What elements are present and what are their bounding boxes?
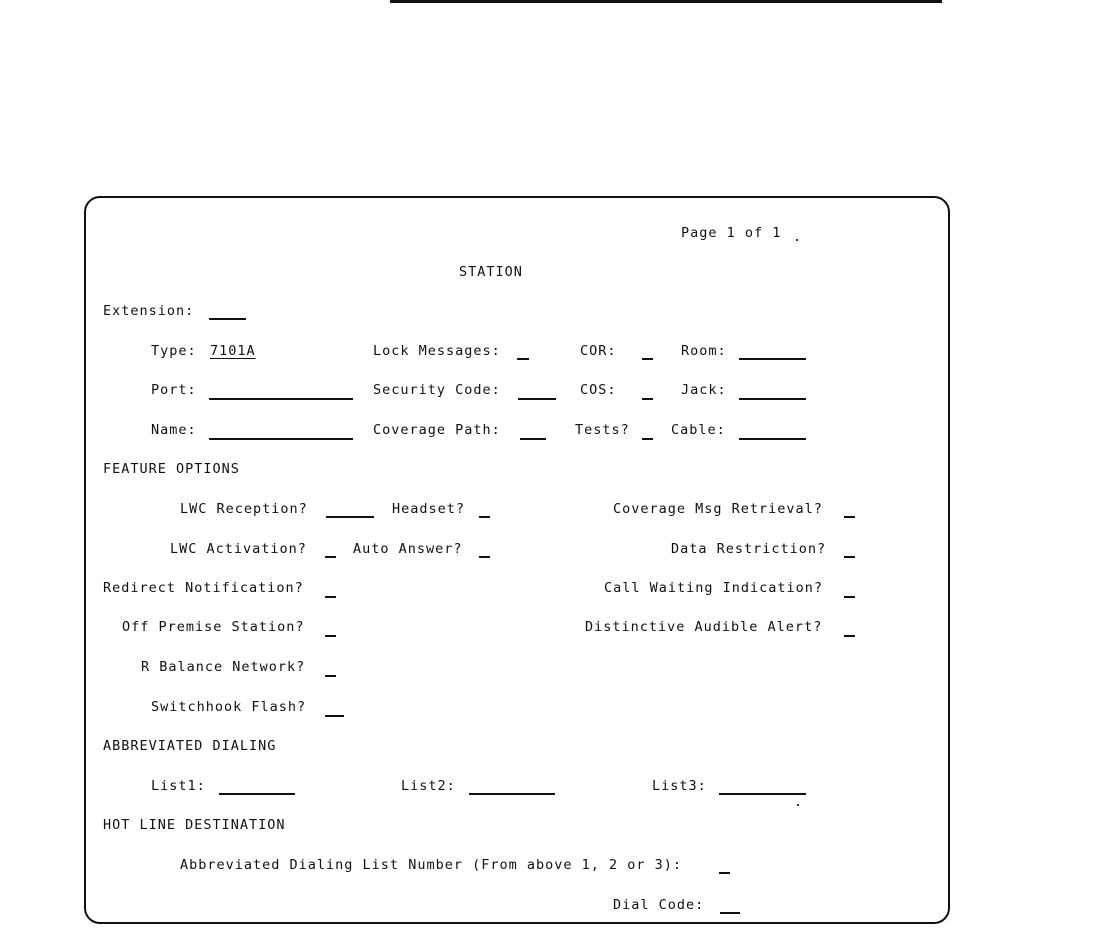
hot-line-heading: HOT LINE DESTINATION <box>103 817 286 833</box>
data-restriction-label: Data Restriction? <box>671 541 827 557</box>
redirect-notification-field[interactable] <box>325 596 336 598</box>
distinctive-audible-alert-label: Distinctive Audible Alert? <box>585 619 823 635</box>
auto-answer-field[interactable] <box>479 556 490 558</box>
dial-code-field[interactable] <box>720 912 740 914</box>
cos-field[interactable] <box>642 398 653 400</box>
top-rule <box>390 0 942 3</box>
lwc-activation-label: LWC Activation? <box>170 541 307 557</box>
cable-field[interactable] <box>739 438 806 440</box>
headset-label: Headset? <box>392 501 466 517</box>
form-title: STATION <box>459 264 523 280</box>
page-indicator: Page 1 of 1 <box>681 225 782 241</box>
off-premise-station-label: Off Premise Station? <box>122 619 305 635</box>
security-code-field[interactable] <box>518 398 556 400</box>
r-balance-network-label: R Balance Network? <box>141 659 306 675</box>
type-field[interactable]: 7101A <box>210 343 256 359</box>
list1-label: List1: <box>151 778 206 794</box>
coverage-path-field[interactable] <box>520 438 546 440</box>
tests-field[interactable] <box>642 438 653 440</box>
type-label: Type: <box>151 343 197 359</box>
jack-label: Jack: <box>681 382 727 398</box>
room-label: Room: <box>681 343 727 359</box>
auto-answer-label: Auto Answer? <box>353 541 463 557</box>
lock-messages-label: Lock Messages: <box>373 343 501 359</box>
headset-field[interactable] <box>479 516 490 518</box>
lwc-activation-field[interactable] <box>325 556 336 558</box>
off-premise-station-field[interactable] <box>325 635 336 637</box>
port-label: Port: <box>151 382 197 398</box>
list2-field[interactable] <box>469 793 555 795</box>
tests-label: Tests? <box>575 422 630 438</box>
switchhook-flash-label: Switchhook Flash? <box>151 699 307 715</box>
cable-label: Cable: <box>671 422 726 438</box>
list-number-field[interactable] <box>719 872 730 874</box>
data-restriction-field[interactable] <box>844 556 855 558</box>
call-waiting-indication-label: Call Waiting Indication? <box>604 580 824 596</box>
cor-label: COR: <box>580 343 617 359</box>
jack-field[interactable] <box>739 398 806 400</box>
distinctive-audible-alert-field[interactable] <box>844 635 855 637</box>
station-form-screen <box>84 196 950 924</box>
list3-label: List3: <box>652 778 707 794</box>
cos-label: COS: <box>580 382 617 398</box>
room-field[interactable] <box>739 358 806 360</box>
list3-field[interactable] <box>719 793 806 795</box>
switchhook-flash-field[interactable] <box>325 715 344 717</box>
cor-field[interactable] <box>642 358 653 360</box>
feature-options-heading: FEATURE OPTIONS <box>103 461 240 477</box>
name-field[interactable] <box>209 438 353 440</box>
call-waiting-indication-field[interactable] <box>844 596 855 598</box>
coverage-path-label: Coverage Path: <box>373 422 501 438</box>
lwc-reception-label: LWC Reception? <box>180 501 308 517</box>
abbreviated-dialing-heading: ABBREVIATED DIALING <box>103 738 277 754</box>
security-code-label: Security Code: <box>373 382 501 398</box>
coverage-msg-retrieval-label: Coverage Msg Retrieval? <box>613 501 823 517</box>
name-label: Name: <box>151 422 197 438</box>
list-number-label: Abbreviated Dialing List Number (From above 1, 2 or 3): <box>180 857 683 873</box>
screen-speck <box>797 804 799 806</box>
list1-field[interactable] <box>219 793 295 795</box>
port-field[interactable] <box>209 398 353 400</box>
extension-label: Extension: <box>103 303 195 319</box>
redirect-notification-label: Redirect Notification? <box>103 580 304 596</box>
coverage-msg-retrieval-field[interactable] <box>844 516 855 518</box>
lwc-reception-field[interactable] <box>326 516 374 518</box>
screen-speck <box>796 239 798 241</box>
list2-label: List2: <box>401 778 456 794</box>
extension-field[interactable] <box>209 318 246 320</box>
r-balance-network-field[interactable] <box>325 675 336 677</box>
lock-messages-field[interactable] <box>517 358 529 360</box>
dial-code-label: Dial Code: <box>613 897 705 913</box>
